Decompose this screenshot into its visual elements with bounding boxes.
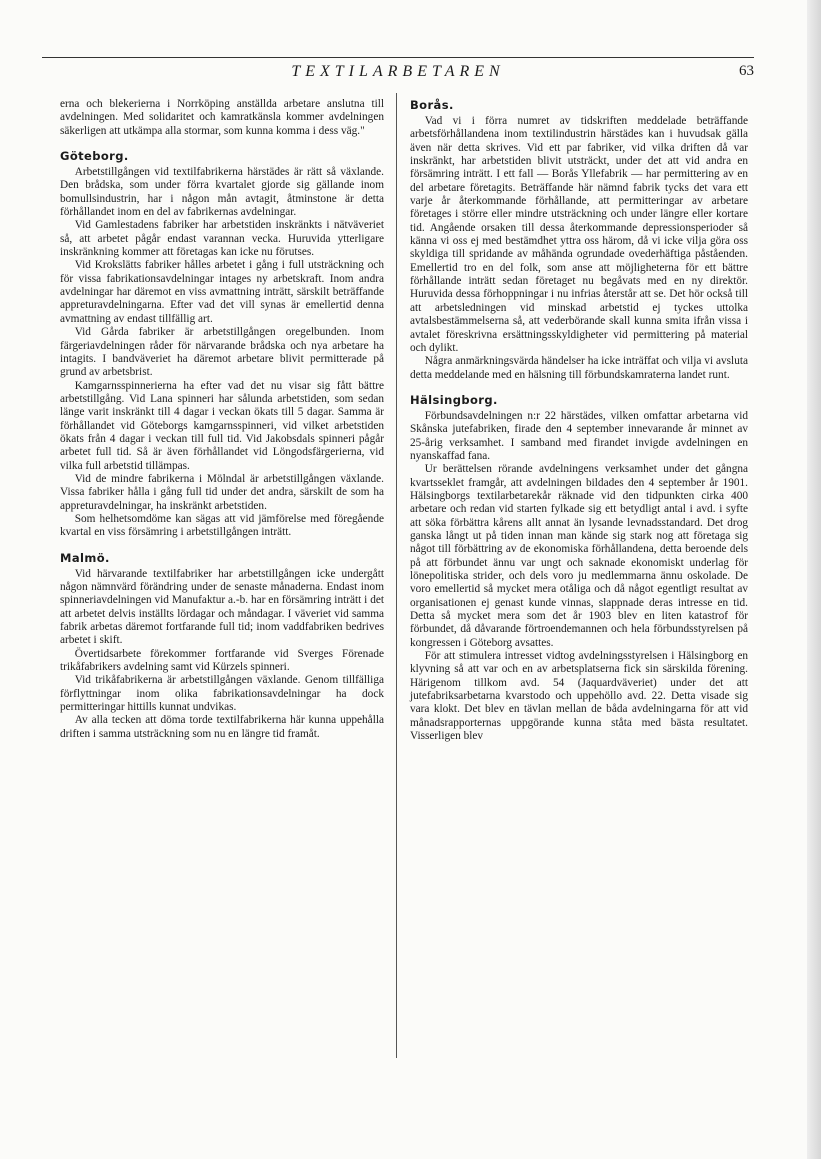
paragraph: Vid Gamlestadens fabriker har arbetstiden inskränkts i nätväveriet så, att arbetet pågår endast varannan vecka. Huruvida ytterligare inskränkning kommer att företagas kan icke nu förutses.	[60, 219, 384, 259]
paragraph: Vid härvarande textilfabriker har arbetstillgången icke undergått någon nämnvärd förändring under de senaste månaderna. Endast inom spinneriavdelningen vid Manufaktur a.-b. har en försämring inträtt i det att arbetet delvis inställts lördagar och måndagar. I väveriet vid samma fabrik arbetas däremot fortfarande full tid; inom vaddfabriken bedrives arbetet i skift.	[60, 567, 384, 647]
paragraph: Arbetstillgången vid textilfabrikerna härstädes är rätt så växlande. Den brådska, som under förra kvartalet gjorde sig gällande inom bomullsindustrin, har i någon mån avtagit, åtminstone är detta förhållandet inom en del av fabrikernas avdelningar.	[60, 166, 384, 219]
page-header	[42, 57, 754, 85]
section-heading-halsingborg: Hälsingborg.	[410, 392, 498, 407]
paragraph: Av alla tecken att döma torde textilfabrikerna här kunna uppehålla driften i samma utsträckning som nu en längre tid framåt.	[60, 714, 384, 740]
intro-paragraph: erna och blekerierna i Norrköping anställda arbetare anslutna till avdelningen. Med solidaritet och kamratkänsla kommer avdelningen säkerligen att utkämpa alla stormar, som kunna komma i dess väg."	[60, 98, 384, 137]
paragraph: Som helhetsomdöme kan sägas att vid jämförelse med föregående kvartal en viss försämring i arbetstillgången inträtt.	[60, 512, 384, 539]
page-edge	[807, 0, 821, 1159]
paragraph: Ur berättelsen rörande avdelningens verksamhet under det gångna kvartsseklet framgår, att avdelningen bildades den 4 september år 1901. Hälsingborgs textilarbetarekår räknade vid den tidpunkten cirka 400 arbetare och redan vid starten fylkade sig ett betydligt antal i avd. i syfte att söka förbättra kårens allt annat än lysande levnadsstandard. Det drog ganska långt ut på tiden innan man kände sig stark nog att företaga sig något till förbättring av de ekonomiska förhållandena, detta beroende dels på att förbundet ännu var ungt och saknade ekonomiskt underlag för lönepolitiska strider, och dels voro ju medlemmarna ännu oskolade. De voro emellertid så mycket mera otåliga och då något egentligt resultat av organisationen ej genast kunde vinnas, slappnade deras intresse en tid. Detta så mycket mera som det år 1903 blev en liten katastrof för förbundet, då dåvarande förtroendemannen och hela förbundsstyrelsen på kongressen i Göteborg avsattes.	[410, 463, 748, 649]
left-column	[60, 98, 384, 741]
running-title: TEXTILARBETAREN	[291, 63, 505, 80]
paragraph: Kamgarnsspinnerierna ha efter vad det nu visar sig fått bättre arbetstillgång. Vid Lana spinneri har sålunda arbetstiden, som sedan länge varit inskränkt till 4 dagar i veckan ökats till 5 dagar. Samma är förhållandet vid Göteborgs kamgarnsspinneri, vid vilket arbetstiden ökats från 4 dagar i veckan till full tid. Vid Jakobsdals spinneri pågår arbetet full tid. Så är även förhållandet vid Löngodsfärgerierna, vid vilka full arbetstid tillämpas.	[60, 379, 384, 472]
section-heading-malmo: Malmö.	[60, 550, 110, 565]
paragraph: Övertidsarbete förekommer fortfarande vid Sverges Förenade trikåfabrikers avdelning samt vid Kürzels spinneri.	[60, 647, 384, 674]
page-number: 63	[739, 63, 754, 79]
right-column	[410, 98, 748, 743]
column-divider	[396, 93, 397, 1058]
paragraph: Förbundsavdelningen n:r 22 härstädes, vilken omfattar arbetarna vid Skånska jutefabriken, firade den 4 september innevarande år minnet av 25-årig verksamhet. I samband med firandet invigde avdelningen en nyanskaffad fana.	[410, 409, 748, 462]
paragraph: Vid trikåfabrikerna är arbetstillgången växlande. Genom tillfälliga förflyttningar inom olika fabrikationsavdelningar ha dock permitteringar hittills kunnat undvikas.	[60, 674, 384, 714]
paragraph: Några anmärkningsvärda händelser ha icke inträffat och vilja vi avsluta detta meddelande med en hälsning till förbundskamraterna landet runt.	[410, 355, 748, 381]
paragraph: Vid de mindre fabrikerna i Mölndal är arbetstillgången växlande. Vissa fabriker hålla i gång full tid under det andra, särskilt de som ha appreturavdelningar, ha inskränkt arbetstiden.	[60, 472, 384, 512]
paragraph: Vad vi i förra numret av tidskriften meddelade beträffande arbetsförhållandena inom textilindustrin härstädes kan i huvudsak gälla även när detta skrives. Vid ett par fabriker, vid vilka driften då var inskränkt, har arbetstiden blivit utsträckt, under det att vid andra en försämring inträtt. I ett fall — Borås Yllefabrik — har permittering av en del arbetare företagits. Beträffande här nämnd fabrik tycks det vara ett varje år återkommande förhållande, att permitteringar av arbetare företages i större eller mindre utsträckning och under längre eller kortare tid. Angående orsaken till dessa återkommande depressionsperioder så känna vi oss ej med bestämdhet yttra oss härom, då vi icke vilja göra oss skyldiga till spridande av måhända ogrundade ovederhäftiga påståenden. Emellertid tro en del folk, som anse att möjligheterna för ett bättre förhållande inträtt sedan företaget nu begåvats med en ny direktör. Huruvida dessa förhoppningar i nu infrias återstår att se. Det hör också till att arbetsledningen vid minskad arbetstid ej tyckes uttolka avtalsbestämmelserna så, att vederbörande skall kunna smita ifrån vissa i avtalet föreskrivna ersättningsskyldigheter vid permittering på material och dylikt.	[410, 115, 748, 354]
section-heading-goteborg: Göteborg.	[60, 149, 129, 164]
paragraph: Vid Gårda fabriker är arbetstillgången oregelbunden. Inom färgeriavdelningen råder för närvarande brådska och nya arbetare ha intagits. I bandväveriet ha däremot arbetare blivit permitterade på grund av arbetsbrist.	[60, 326, 384, 379]
header-rule	[42, 57, 754, 58]
paragraph: Vid Krokslätts fabriker hålles arbetet i gång i full utsträckning och för vissa fabrikationsavdelningar intages ny arbetskraft. Inom andra avdelningar har däremot en viss avmattning inträtt, särskilt beträffande appreturavdelningarna. Efter vad det vill synas är emellertid denna avmattning av endast tillfällig art.	[60, 259, 384, 325]
section-heading-boras: Borås.	[410, 98, 454, 112]
paragraph: För att stimulera intresset vidtog avdelningsstyrelsen i Hälsingborg en klyvning så att var och en av arbetsplatserna fick sin särskilda förening. Härigenom tillkom avd. 54 (Jaquardväveriet) under det att jutefabriksarbetarna kvarstodo och uppehöllo avd. 22. Detta visade sig vara klokt. Det blev en tävlan mellan de båda avdelningarna för att vid månadsrapporternas uppgörande kunna ståta med bästa resultatet. Visserligen blev	[410, 650, 748, 743]
